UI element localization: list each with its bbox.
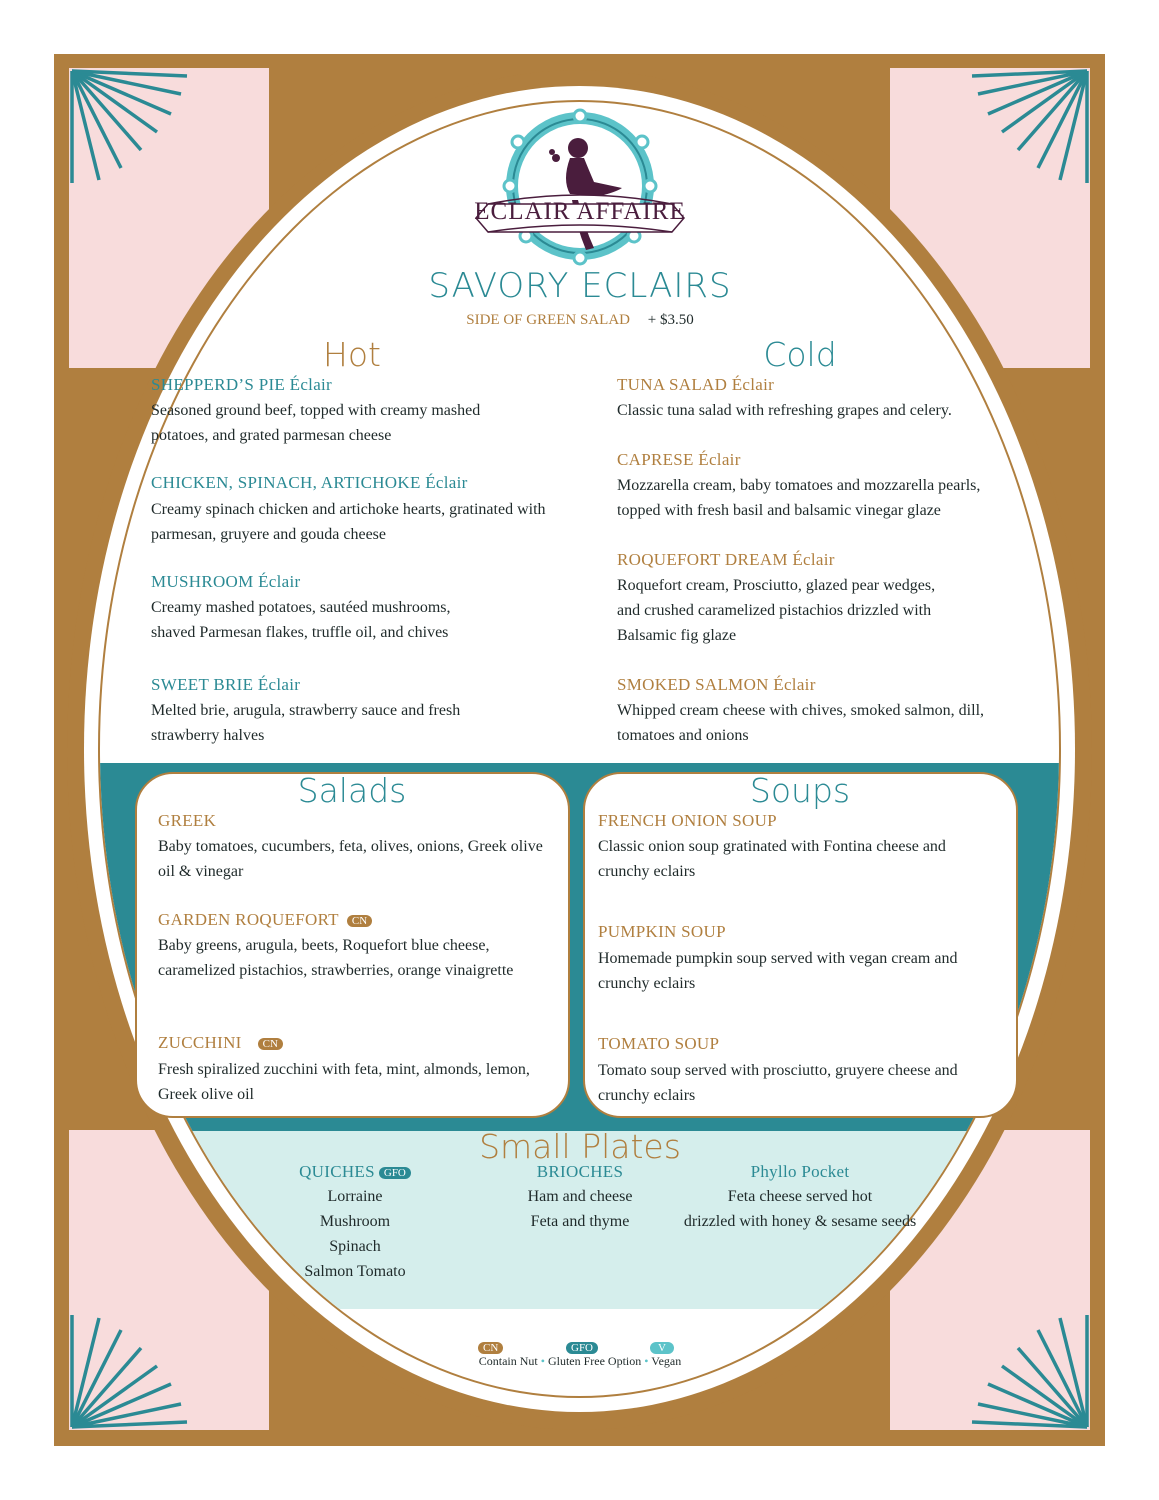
cold-item-1-name: TUNA SALAD Éclair (617, 375, 775, 394)
salads-heading: Salads (297, 771, 407, 810)
brioche-item: Ham and cheese (527, 1188, 633, 1205)
page-title: SAVORY ECLAIRS (428, 266, 732, 306)
quiches-column (255, 1162, 455, 1284)
brioche-item: Feta and thyme (530, 1213, 630, 1230)
legend-separator: • (644, 1354, 649, 1368)
salad-item-3-title (158, 1033, 283, 1053)
cold-item-4-desc: Whipped cream cheese with chives, smoked salmon, dill, tomatoes and onions (617, 702, 985, 744)
hot-item-3-name: MUSHROOM Éclair (151, 572, 301, 591)
brioches-column (480, 1162, 680, 1234)
legend-gfo-badge: GFO (566, 1342, 598, 1354)
quiches-title: QUICHES (299, 1162, 375, 1181)
hot-item-1-desc: Seasoned ground beef, topped with creamy mashed potatoes, and grated parmesan cheese (151, 402, 481, 444)
phyllo-title: Phyllo Pocket (750, 1162, 850, 1181)
quiches-title-row (255, 1162, 455, 1182)
soup-item-1-desc: Classic onion soup gratinated with Fontina cheese and crunchy eclairs (598, 838, 946, 880)
legend-cn-badge: CN (478, 1342, 503, 1354)
quiche-item: Salmon Tomato (304, 1263, 406, 1280)
phyllo-item: drizzled with honey & sesame seeds (683, 1213, 917, 1230)
quiche-item: Mushroom (319, 1213, 391, 1230)
small-plates-heading: Small Plates (479, 1127, 681, 1166)
hot-item-3-desc: Creamy mashed potatoes, sautéed mushrooms, shaved Parmesan flakes, truffle oil, and chives (151, 599, 451, 641)
cold-item-3-desc: Roquefort cream, Prosciutto, glazed pear wedges, and crushed caramelized pistachios drizzled with Balsamic fig glaze (617, 577, 936, 644)
phyllo-item: Feta cheese served hot (727, 1188, 873, 1205)
legend-cn-label: Contain Nut (478, 1354, 538, 1368)
hot-item-4-desc: Melted brie, arugula, strawberry sauce and fresh strawberry halves (151, 702, 461, 744)
cold-heading: Cold (763, 335, 837, 374)
cold-item-4-name: SMOKED SALMON Éclair (617, 675, 816, 694)
soup-item-3-desc: Tomato soup served with prosciutto, gruyere cheese and crunchy eclairs (598, 1062, 958, 1104)
salad-item-1-desc: Baby tomatoes, cucumbers, feta, olives, onions, Greek olive oil & vinegar (158, 838, 543, 880)
hot-item-4-name: SWEET BRIE Éclair (151, 675, 301, 694)
soup-item-1-name: FRENCH ONION SOUP (598, 811, 777, 830)
salad-item-1-name: GREEK (158, 811, 217, 830)
cold-item-1-desc: Classic tuna salad with refreshing grapes and celery. (617, 402, 952, 419)
legend-v-badge: V (650, 1342, 674, 1354)
quiche-item: Lorraine (327, 1188, 383, 1205)
legend-labels (440, 1354, 720, 1369)
salad-item-3-desc: Fresh spiralized zucchini with feta, mint, almonds, lemon, Greek olive oil (158, 1061, 530, 1103)
soup-item-2-desc: Homemade pumpkin soup served with vegan cream and crunchy eclairs (598, 950, 958, 992)
brioches-title: BRIOCHES (536, 1162, 624, 1181)
salad-item-2-desc: Baby greens, arugula, beets, Roquefort blue cheese, caramelized pistachios, strawberries, orange vinaigrette (158, 937, 514, 979)
legend-separator: • (540, 1354, 545, 1368)
side-salad-price: + $3.50 (647, 312, 694, 328)
hot-item-1-name: SHEPPERD’S PIE Éclair (151, 375, 333, 394)
cold-item-2-desc: Mozzarella cream, baby tomatoes and mozzarella pearls, topped with fresh basil and balsamic vinegar glaze (617, 477, 981, 519)
side-salad-label: SIDE OF GREEN SALAD (466, 312, 631, 328)
side-salad-note (430, 312, 730, 329)
gluten-free-option-badge: GFO (379, 1167, 411, 1179)
brand-logo (466, 108, 694, 272)
soup-item-2-name: PUMPKIN SOUP (598, 922, 726, 941)
hot-item-2-desc: Creamy spinach chicken and artichoke hearts, gratinated with parmesan, gruyere and gouda cheese (151, 501, 546, 543)
soup-item-3-name: TOMATO SOUP (598, 1034, 720, 1053)
quiche-item: Spinach (329, 1238, 381, 1255)
soups-heading: Soups (749, 771, 851, 810)
brand-name: ECLAIR AFFAIRE (474, 198, 686, 225)
salad-item-2-title (158, 910, 372, 930)
salad-item-2-name: GARDEN ROQUEFORT (158, 910, 339, 929)
contains-nut-badge: CN (258, 1038, 283, 1050)
cold-item-3-name: ROQUEFORT DREAM Éclair (617, 550, 835, 569)
salad-item-3-name: ZUCCHINI (158, 1033, 242, 1052)
hot-heading: Hot (323, 335, 381, 374)
phyllo-column (660, 1162, 940, 1234)
contains-nut-badge: CN (347, 915, 372, 927)
hot-item-2-name: CHICKEN, SPINACH, ARTICHOKE Éclair (151, 473, 468, 492)
legend-v-label: Vegan (651, 1354, 682, 1368)
cold-item-2-name: CAPRESE Éclair (617, 450, 741, 469)
legend-gfo-label: Gluten Free Option (547, 1354, 642, 1368)
